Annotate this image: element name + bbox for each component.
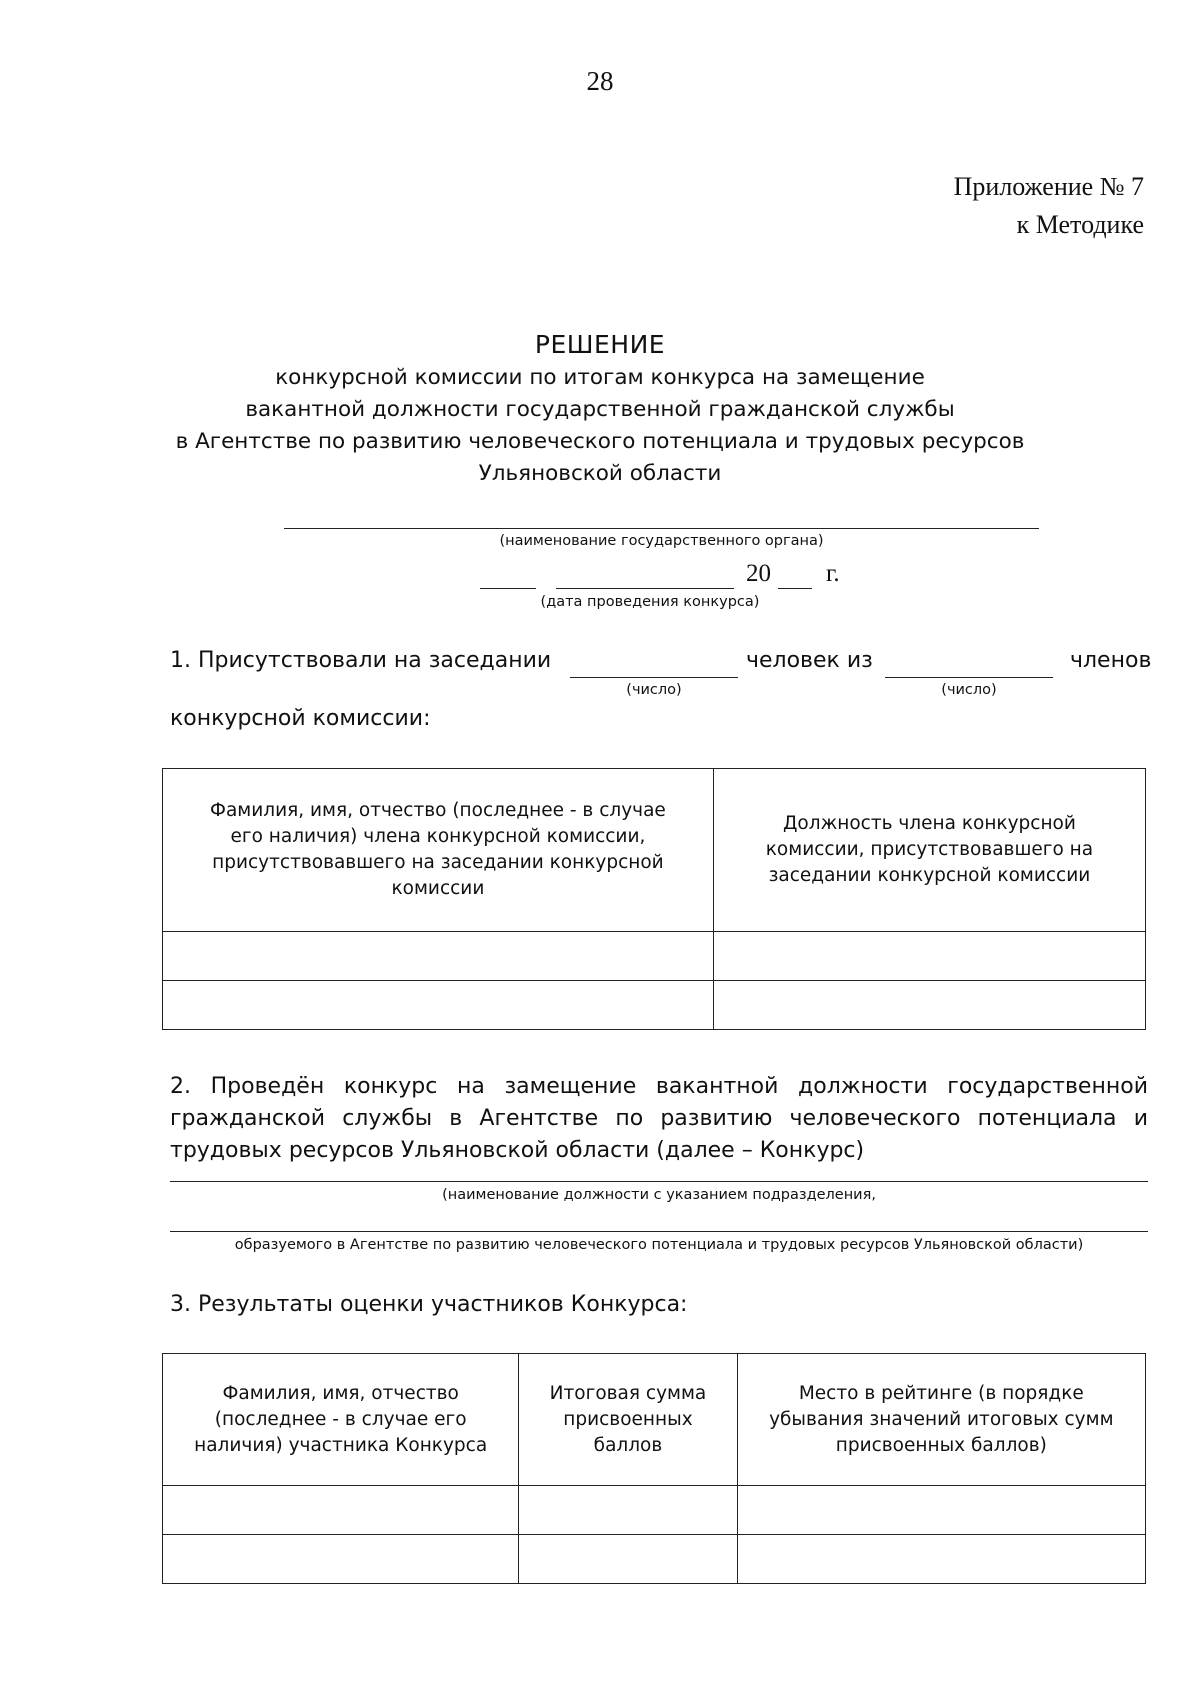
participants-results-table bbox=[162, 1353, 1146, 1584]
table-cell[interactable] bbox=[713, 932, 1145, 981]
table-header-row bbox=[163, 1354, 1146, 1486]
date-year-prefix: 20 bbox=[746, 560, 771, 587]
members-count-line bbox=[885, 677, 1053, 678]
date-year-suffix: г. bbox=[826, 560, 840, 587]
commission-member-position-header: Должность члена конкурсной комиссии, присутствовавшего на заседании конкурсной комиссии bbox=[713, 769, 1145, 932]
position-name-line-1 bbox=[170, 1181, 1148, 1182]
section2-line-2: гражданской службы в Агентстве по развитию человеческого потенциала и bbox=[170, 1106, 1148, 1131]
section1-text-mid: человек из bbox=[746, 648, 873, 673]
table-cell[interactable] bbox=[519, 1486, 737, 1535]
total-score-header: Итоговая сумма присвоенных баллов bbox=[519, 1354, 737, 1486]
table-row bbox=[163, 981, 1146, 1030]
table-cell[interactable] bbox=[519, 1535, 737, 1584]
attendees-count-caption: (число) bbox=[626, 682, 682, 698]
date-caption: (дата проведения конкурса) bbox=[540, 594, 760, 610]
appendix-line-1: Приложение № 7 bbox=[953, 172, 1144, 201]
section3-heading: 3. Результаты оценки участников Конкурса: bbox=[170, 1292, 688, 1317]
table-cell[interactable] bbox=[163, 981, 714, 1030]
date-day-line bbox=[480, 588, 536, 589]
title-heading: РЕШЕНИЕ bbox=[534, 330, 666, 359]
organ-name-line bbox=[284, 528, 1039, 529]
table-row bbox=[163, 1535, 1146, 1584]
section1-continuation: конкурсной комиссии: bbox=[170, 706, 431, 731]
title-line-3: в Агентстве по развитию человеческого потенциала и трудовых ресурсов bbox=[175, 429, 1025, 454]
table-cell[interactable] bbox=[163, 1486, 519, 1535]
commission-members-table bbox=[162, 768, 1146, 1030]
organ-name-caption: (наименование государственного органа) bbox=[499, 533, 824, 549]
page-number: 28 bbox=[586, 66, 614, 96]
date-month-line bbox=[556, 588, 734, 589]
section2-line-1: 2. Проведён конкурс на замещение вакантной должности государственной bbox=[170, 1074, 1148, 1099]
position-name-caption-1: (наименование должности с указанием подразделения, bbox=[442, 1187, 876, 1203]
commission-member-name-header: Фамилия, имя, отчество (последнее - в случае его наличия) члена конкурсной комиссии, присутствовавшего на заседании конкурсной комиссии bbox=[163, 769, 714, 932]
rating-place-header: Место в рейтинге (в порядке убывания значений итоговых сумм присвоенных баллов) bbox=[737, 1354, 1145, 1486]
participant-name-header: Фамилия, имя, отчество (последнее - в случае его наличия) участника Конкурса bbox=[163, 1354, 519, 1486]
table-row bbox=[163, 1486, 1146, 1535]
table-header-row bbox=[163, 769, 1146, 932]
section1-text-end: членов bbox=[1070, 648, 1152, 673]
section1-text-start: 1. Присутствовали на заседании bbox=[170, 648, 552, 673]
table-cell[interactable] bbox=[713, 981, 1145, 1030]
table-cell[interactable] bbox=[163, 1535, 519, 1584]
title-line-2: вакантной должности государственной гражданской службы bbox=[245, 397, 955, 422]
table-row bbox=[163, 932, 1146, 981]
title-line-4: Ульяновской области bbox=[478, 461, 722, 486]
position-name-caption-2: образуемого в Агентстве по развитию человеческого потенциала и трудовых ресурсов Ульяновской области) bbox=[234, 1237, 1084, 1253]
table-cell[interactable] bbox=[737, 1535, 1145, 1584]
table-cell[interactable] bbox=[737, 1486, 1145, 1535]
attendees-count-line bbox=[570, 677, 738, 678]
section2-line-3: трудовых ресурсов Ульяновской области (далее – Конкурс) bbox=[170, 1138, 865, 1163]
date-year-line bbox=[778, 588, 812, 589]
title-line-1: конкурсной комиссии по итогам конкурса на замещение bbox=[275, 365, 925, 390]
table-cell[interactable] bbox=[163, 932, 714, 981]
appendix-line-2: к Методике bbox=[1016, 210, 1144, 239]
position-name-line-2 bbox=[170, 1231, 1148, 1232]
document-title bbox=[150, 328, 1050, 490]
appendix-reference bbox=[954, 168, 1144, 244]
members-count-caption: (число) bbox=[941, 682, 997, 698]
